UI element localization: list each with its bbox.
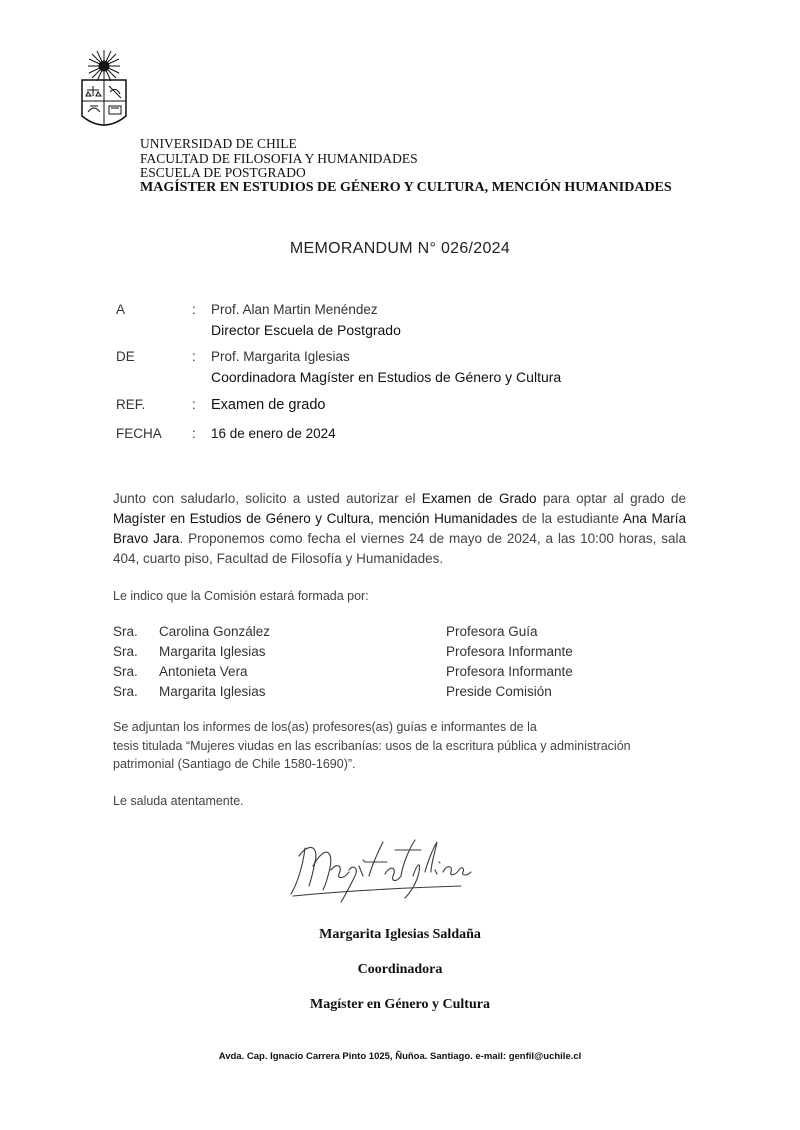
institution-header bbox=[140, 137, 672, 195]
signatory-role: Coordinadora bbox=[357, 962, 443, 977]
member-title: Sra. bbox=[113, 684, 138, 699]
from-role: Coordinadora Magíster en Estudios de Género y Cultura bbox=[211, 369, 562, 385]
memo-title: MEMORANDUM N° 026/2024 bbox=[289, 240, 511, 257]
commission-member bbox=[113, 664, 613, 684]
request-text-2: para optar al grado de bbox=[536, 491, 686, 506]
member-title: Sra. bbox=[113, 644, 138, 659]
student-name: Ana María Bravo Jara bbox=[113, 511, 686, 546]
footer-address: Avda. Cap. Ignacio Carrera Pinto 1025, Ñuñoa. Santiago. e-mail: genfil@uchile.cl bbox=[218, 1051, 582, 1062]
to-name: Prof. Alan Martin Menéndez bbox=[211, 302, 378, 317]
from-name: Prof. Margarita Iglesias bbox=[211, 349, 350, 364]
closing-text: Le saluda atentamente. bbox=[113, 794, 244, 808]
member-title: Sra. bbox=[113, 664, 138, 679]
request-text-3: de la estudiante bbox=[517, 511, 623, 526]
member-title: Sra. bbox=[113, 624, 138, 639]
attachment-line-1: Se adjuntan los informes de los(as) profesores(as) guías e informantes de la bbox=[113, 720, 537, 734]
from-label: DE bbox=[116, 349, 135, 364]
to-label: A bbox=[116, 302, 126, 317]
handwritten-signature bbox=[285, 836, 475, 906]
date-value: 16 de enero de 2024 bbox=[211, 426, 336, 441]
ref-value: Examen de grado bbox=[211, 397, 326, 413]
attachment-line-3: patrimonial (Santiago de Chile 1580-1690)”. bbox=[113, 757, 356, 771]
from-colon: : bbox=[192, 349, 196, 364]
signatory-program: Magíster en Género y Cultura bbox=[310, 997, 490, 1012]
date-label: FECHA bbox=[116, 426, 162, 441]
commission-member bbox=[113, 684, 613, 704]
commission-member bbox=[113, 644, 613, 664]
request-text-1: Junto con saludarlo, solicito a usted autorizar el bbox=[113, 491, 422, 506]
request-paragraph bbox=[113, 489, 686, 569]
signatory-name: Margarita Iglesias Saldaña bbox=[319, 927, 481, 942]
faculty-name: FACULTAD DE FILOSOFIA Y HUMANIDADES bbox=[140, 150, 418, 166]
ref-colon: : bbox=[192, 397, 196, 412]
member-name: Antonieta Vera bbox=[159, 664, 248, 679]
program-name: MAGÍSTER EN ESTUDIOS DE GÉNERO Y CULTURA, MENCIÓN HUMANIDADES bbox=[140, 179, 672, 195]
member-role: Profesora Guía bbox=[446, 624, 538, 639]
member-name: Margarita Iglesias bbox=[159, 684, 266, 699]
date-colon: : bbox=[192, 426, 196, 441]
commission-member bbox=[113, 624, 613, 644]
exam-name: Examen de Grado bbox=[421, 491, 537, 506]
university-name: UNIVERSIDAD DE CHILE bbox=[140, 136, 297, 151]
member-role: Profesora Informante bbox=[446, 644, 573, 659]
to-colon: : bbox=[192, 302, 196, 317]
member-role: Profesora Informante bbox=[446, 664, 573, 679]
member-role: Preside Comisión bbox=[446, 684, 552, 699]
member-name: Margarita Iglesias bbox=[159, 644, 266, 659]
ref-label: REF. bbox=[116, 397, 146, 412]
to-role: Director Escuela de Postgrado bbox=[211, 322, 401, 338]
commission-intro: Le indico que la Comisión estará formada por: bbox=[113, 589, 369, 603]
member-name: Carolina González bbox=[159, 624, 271, 639]
university-crest-icon bbox=[80, 46, 128, 134]
degree-name: Magíster en Estudios de Género y Cultura, mención Humanidades bbox=[113, 511, 518, 526]
attachment-line-2: tesis titulada “Mujeres viudas en las escribanías: usos de la escritura pública y administración bbox=[113, 739, 631, 753]
school-name: ESCUELA DE POSTGRADO bbox=[140, 165, 306, 180]
request-text-4: . Proponemos como fecha el viernes 24 de mayo de 2024, a las 10:00 horas, sala 404, cuarto piso, Facultad de Filosofía y Humanidades. bbox=[113, 531, 687, 566]
